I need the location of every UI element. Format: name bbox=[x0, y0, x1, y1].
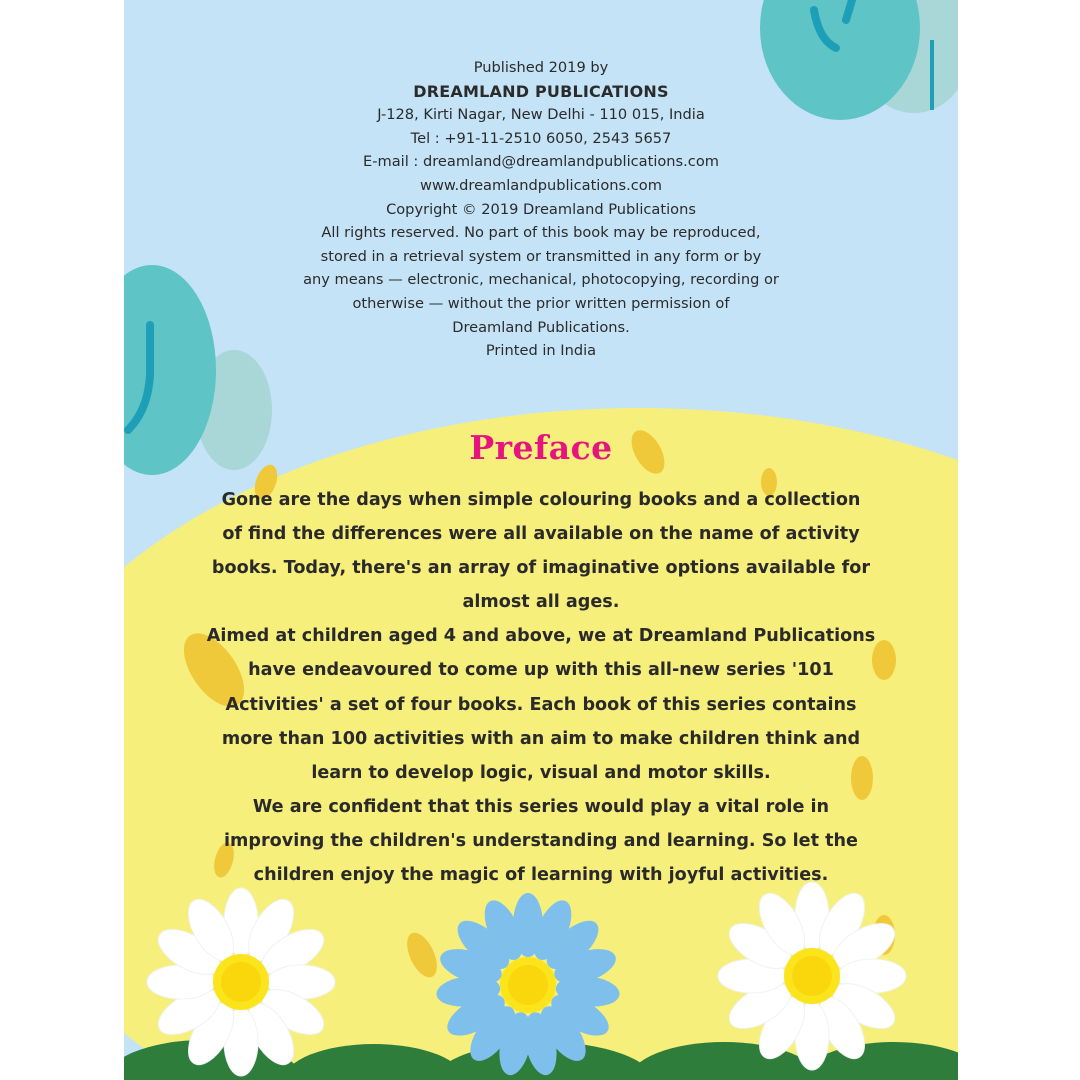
preface-line: learn to develop logic, visual and motor skills. bbox=[311, 762, 771, 783]
publisher-email: E-mail : dreamland@dreamlandpublications.com bbox=[363, 153, 719, 171]
rights-line: All rights reserved. No part of this book may be reproduced, bbox=[321, 224, 761, 242]
preface-line: Activities' a set of four books. Each book of this series contains bbox=[225, 694, 857, 715]
preface-title: Preface bbox=[469, 428, 613, 467]
rights-line: any means — electronic, mechanical, photocopying, recording or bbox=[303, 271, 779, 289]
publisher-address: J-128, Kirti Nagar, New Delhi - 110 015, India bbox=[377, 106, 705, 124]
imprint-block bbox=[124, 56, 958, 363]
preface-line: have endeavoured to come up with this all-new series '101 bbox=[248, 660, 834, 681]
preface-line: children enjoy the magic of learning with joyful activities. bbox=[253, 865, 829, 886]
printed-in-line: Printed in India bbox=[485, 342, 597, 360]
preface-line: books. Today, there's an array of imaginative options available for bbox=[211, 558, 871, 579]
rights-line: Dreamland Publications. bbox=[452, 318, 630, 336]
preface-line: Gone are the days when simple colouring books and a collection bbox=[221, 490, 861, 510]
rights-line: stored in a retrieval system or transmitted in any form or by bbox=[320, 247, 762, 265]
publisher-name: DREAMLAND PUBLICATIONS bbox=[413, 81, 669, 101]
book-page bbox=[124, 0, 958, 1080]
publisher-phone: Tel : +91-11-2510 6050, 2543 5657 bbox=[410, 129, 672, 147]
copyright-line: Copyright © 2019 Dreamland Publications bbox=[386, 200, 696, 218]
publisher-website: www.dreamlandpublications.com bbox=[420, 176, 662, 194]
preface-line: improving the children's understanding and learning. So let the bbox=[224, 830, 858, 851]
preface-line: Aimed at children aged 4 and above, we at Dreamland Publications bbox=[206, 626, 876, 647]
rights-line: otherwise — without the prior written permission of bbox=[352, 294, 730, 312]
published-line: Published 2019 by bbox=[473, 59, 609, 76]
preface-line: We are confident that this series would play a vital role in bbox=[252, 796, 830, 817]
preface-line: almost all ages. bbox=[462, 592, 620, 613]
preface-line: of find the differences were all available on the name of activity bbox=[222, 524, 860, 545]
preface-body bbox=[124, 483, 958, 892]
preface-line: more than 100 activities with an aim to make children think and bbox=[221, 728, 861, 749]
